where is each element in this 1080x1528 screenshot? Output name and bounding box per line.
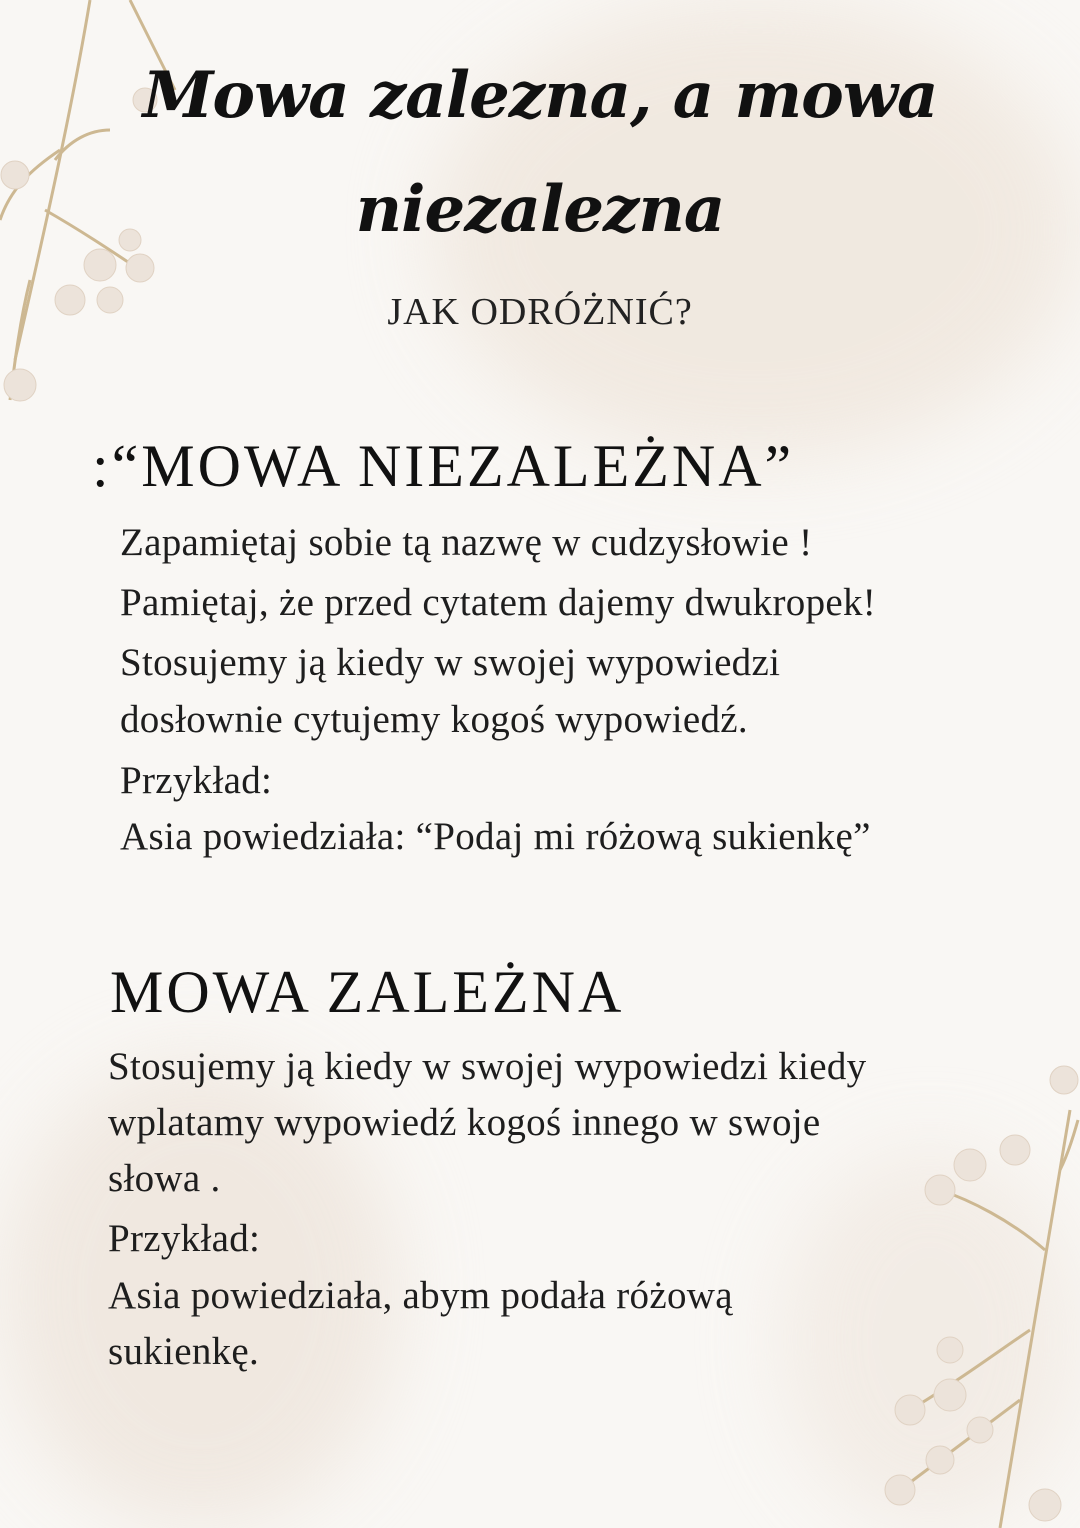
page-subtitle: JAK ODRÓŻNIĆ? bbox=[387, 291, 693, 333]
page-title: niezalezna bbox=[355, 172, 725, 247]
page-title: Mowa zalezna, a mowa bbox=[142, 58, 938, 133]
text-line: Stosujemy ją kiedy w swojej wypowiedzi kiedy bbox=[108, 1045, 867, 1088]
section-heading: :“MOWA NIEZALEŻNA” bbox=[92, 433, 795, 499]
text-line: wplatamy wypowiedź kogoś innego w swoje bbox=[108, 1101, 821, 1144]
floral-branch-bottom-right-icon bbox=[830, 1050, 1080, 1528]
text-line: Stosujemy ją kiedy w swojej wypowiedzi bbox=[120, 641, 781, 684]
text-line: dosłownie cytujemy kogoś wypowiedź. bbox=[120, 698, 748, 741]
text-line: Przykład: bbox=[108, 1217, 261, 1260]
text-line: Asia powiedziała, abym podała różową bbox=[108, 1274, 733, 1317]
section-heading: MOWA ZALEŻNA bbox=[110, 959, 625, 1025]
text-line: słowa . bbox=[108, 1157, 221, 1200]
text-line: Zapamiętaj sobie tą nazwę w cudzysłowie ! bbox=[120, 521, 813, 564]
text-line: Przykład: bbox=[120, 759, 273, 802]
text-line: Asia powiedziała: “Podaj mi różową sukienkę” bbox=[120, 815, 871, 858]
text-line: Pamiętaj, że przed cytatem dajemy dwukropek! bbox=[120, 581, 877, 624]
text-line: sukienkę. bbox=[108, 1330, 260, 1373]
